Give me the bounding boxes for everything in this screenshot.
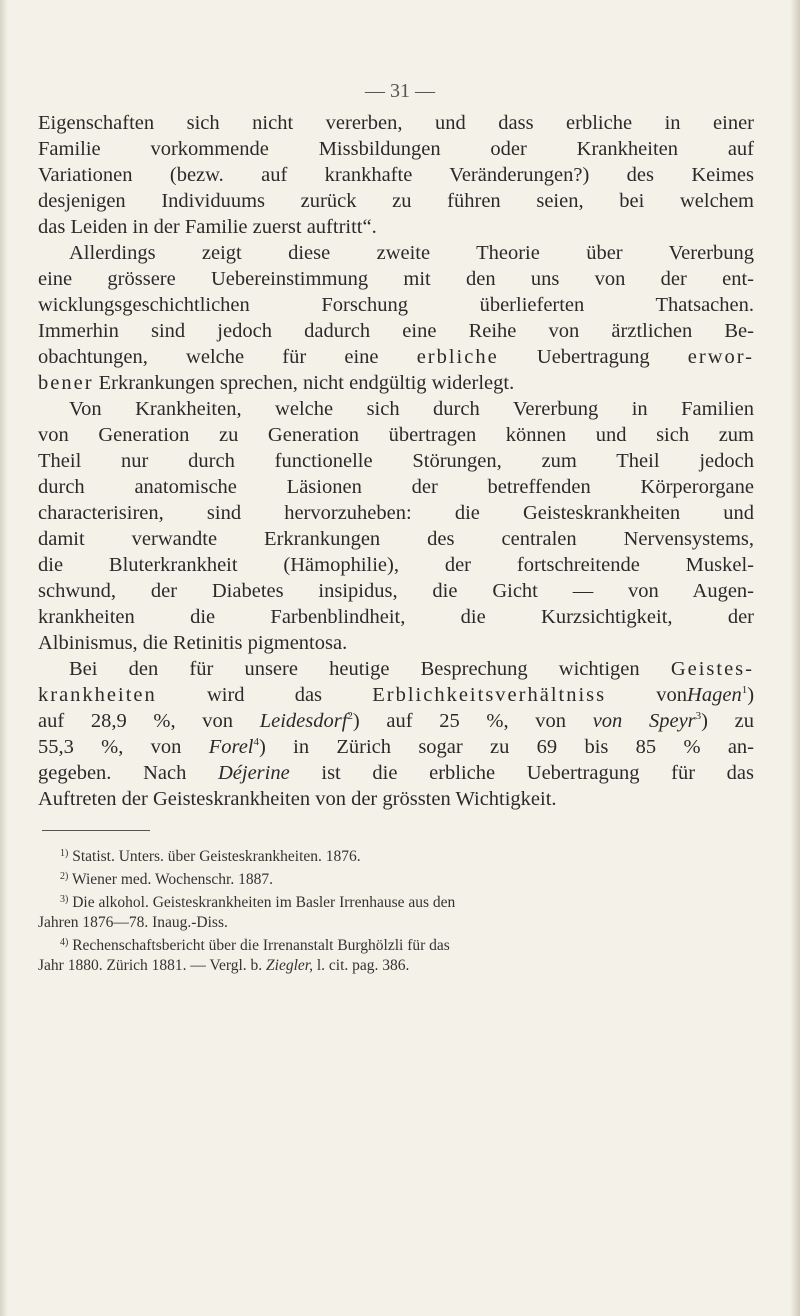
paragraph-3 xyxy=(38,396,754,656)
footnote-marker: 1) xyxy=(60,848,69,859)
text-line: desjenigen Individuums zurück zu führen seien, bei welchem xyxy=(38,190,754,212)
footnote-ref: 3 xyxy=(695,710,702,723)
text-segment: auf 28,9 %, von xyxy=(38,710,234,732)
footnote-divider xyxy=(42,830,150,831)
footnote-4 xyxy=(38,933,754,956)
text-line: das Leiden in der Familie zuerst auftritt“. xyxy=(38,216,377,238)
text-segment: zu xyxy=(734,710,755,732)
text-line: schwund, der Diabetes insipidus, die Gicht — von Augen- xyxy=(38,580,754,602)
footnote-text: Statist. Unters. über Geisteskrankheiten. 1876. xyxy=(72,848,361,865)
text-line: Von Krankheiten, welche sich durch Vererbung in Familien xyxy=(69,398,754,420)
footnote-ref: 4 xyxy=(253,736,260,749)
footnote-text: l. cit. pag. 386. xyxy=(316,957,410,974)
footnote-marker: 4) xyxy=(60,937,69,948)
author-name: Ziegler, xyxy=(266,957,313,974)
text-line: Immerhin sind jedoch dadurch eine Reihe von ärztlichen Be- xyxy=(38,320,754,342)
text-line xyxy=(38,656,754,682)
author-name: Hagen xyxy=(687,684,742,706)
text-segment: vonHagen$^1$) xyxy=(656,684,755,706)
footnote-text: Jahr 1880. Zürich 1881. — Vergl. b. xyxy=(38,957,263,974)
text-line: Albinismus, die Retinitis pigmentosa. xyxy=(38,632,348,654)
footnote-3 xyxy=(38,890,754,913)
text-line xyxy=(38,370,754,396)
spaced-emphasis: Geistes- xyxy=(670,658,754,680)
text-line: die Bluterkrankheit (Hämophilie), der fortschreitende Muskel- xyxy=(38,554,754,576)
footnote-2 xyxy=(38,867,754,890)
text-line: characterisiren, sind hervorzuheben: die Geisteskrankheiten und xyxy=(38,502,754,524)
text-line: Eigenschaften sich nicht vererben, und dass erbliche in einer xyxy=(38,112,754,134)
text-segment: obachtungen, welche für eine xyxy=(38,346,379,368)
body-text xyxy=(38,110,754,812)
text-segment: ist die erbliche Uebertragung für das xyxy=(321,762,754,784)
footnote-3-cont: Jahren 1876—78. Inaug.-Diss. xyxy=(38,914,228,931)
paragraph-1 xyxy=(38,110,754,240)
text-line: damit verwandte Erkrankungen des centralen Nervensystems, xyxy=(38,528,754,550)
footnote-text: Die alkohol. Geisteskrankheiten im Basler Irrenhause aus den xyxy=(72,894,456,911)
footnote-ref: 1 xyxy=(741,684,748,697)
text-line: Theil nur durch functionelle Störungen, zum Theil jedoch xyxy=(38,450,754,472)
text-line: Variationen (bezw. auf krankhafte Veränderungen?) des Keimes xyxy=(38,164,754,186)
text-segment: von Speyr$^3$) xyxy=(592,710,708,732)
spaced-emphasis: bener xyxy=(38,372,94,394)
text-segment: auf 25 %, von xyxy=(386,710,567,732)
text-line: Allerdings zeigt diese zweite Theorie über Vererbung xyxy=(69,242,754,264)
text-line: von Generation zu Generation übertragen können und sich zum xyxy=(38,424,754,446)
spaced-emphasis: erbliche xyxy=(416,346,499,368)
footnote-1 xyxy=(38,844,754,867)
paragraph-4 xyxy=(38,656,754,812)
text-line xyxy=(38,682,754,708)
text-segment: von xyxy=(656,684,688,706)
text-line: wicklungsgeschichtlichen Forschung überlieferten Thatsachen. xyxy=(38,294,754,316)
text-segment: wird das xyxy=(206,684,323,706)
spaced-emphasis: Erblichkeitsverhältniss xyxy=(372,684,607,706)
footnote-marker: 3) xyxy=(60,894,69,905)
text-line: krankheiten die Farbenblindheit, die Kurzsichtigkeit, der xyxy=(38,606,754,628)
page-edge-right xyxy=(790,0,800,1316)
paragraph-2 xyxy=(38,240,754,396)
author-name: Forel xyxy=(208,736,254,758)
text-line: Auftreten der Geisteskrankheiten von der grössten Wichtigkeit. xyxy=(38,788,557,810)
footnotes xyxy=(38,844,754,976)
author-name: Leidesdorf xyxy=(259,710,348,732)
text-line xyxy=(38,344,754,370)
text-segment: Uebertragung xyxy=(536,346,650,368)
text-segment: gegeben. Nach xyxy=(38,762,187,784)
text-segment: Forel$^4$) xyxy=(208,736,266,758)
text-segment: Bei den für unsere heutige Besprechung wichtigen xyxy=(69,658,640,680)
text-segment: Erkrankungen sprechen, nicht endgültig widerlegt. xyxy=(98,372,515,394)
text-segment: 55,3 %, von xyxy=(38,736,182,758)
text-line xyxy=(38,734,754,760)
footnote-text: Wiener med. Wochenschr. 1887. xyxy=(71,871,273,888)
author-name: von Speyr xyxy=(592,710,696,732)
spaced-emphasis: krankheiten xyxy=(38,684,157,706)
page-edge-left xyxy=(0,0,8,1316)
author-name: Déjerine xyxy=(217,762,290,784)
text-line: durch anatomische Läsionen der betreffenden Körperorgane xyxy=(38,476,754,498)
footnote-4-cont xyxy=(38,956,754,976)
text-line xyxy=(38,760,754,786)
spaced-emphasis: erwor- xyxy=(687,346,755,368)
text-line xyxy=(38,708,754,734)
text-segment: in Zürich sogar zu 69 bis 85 % an- xyxy=(293,736,755,758)
text-line: eine grössere Uebereinstimmung mit den uns von der ent- xyxy=(38,268,754,290)
footnote-ref: 2 xyxy=(347,710,353,723)
text-segment: Leidesdorf$^2$) xyxy=(259,710,360,732)
footnote-text: Rechenschaftsbericht über die Irrenanstalt Burghölzli für das xyxy=(72,937,450,954)
footnote-marker: 2) xyxy=(60,871,69,882)
text-line: Familie vorkommende Missbildungen oder Krankheiten auf xyxy=(38,138,754,160)
page-number: — 31 — xyxy=(365,80,435,102)
